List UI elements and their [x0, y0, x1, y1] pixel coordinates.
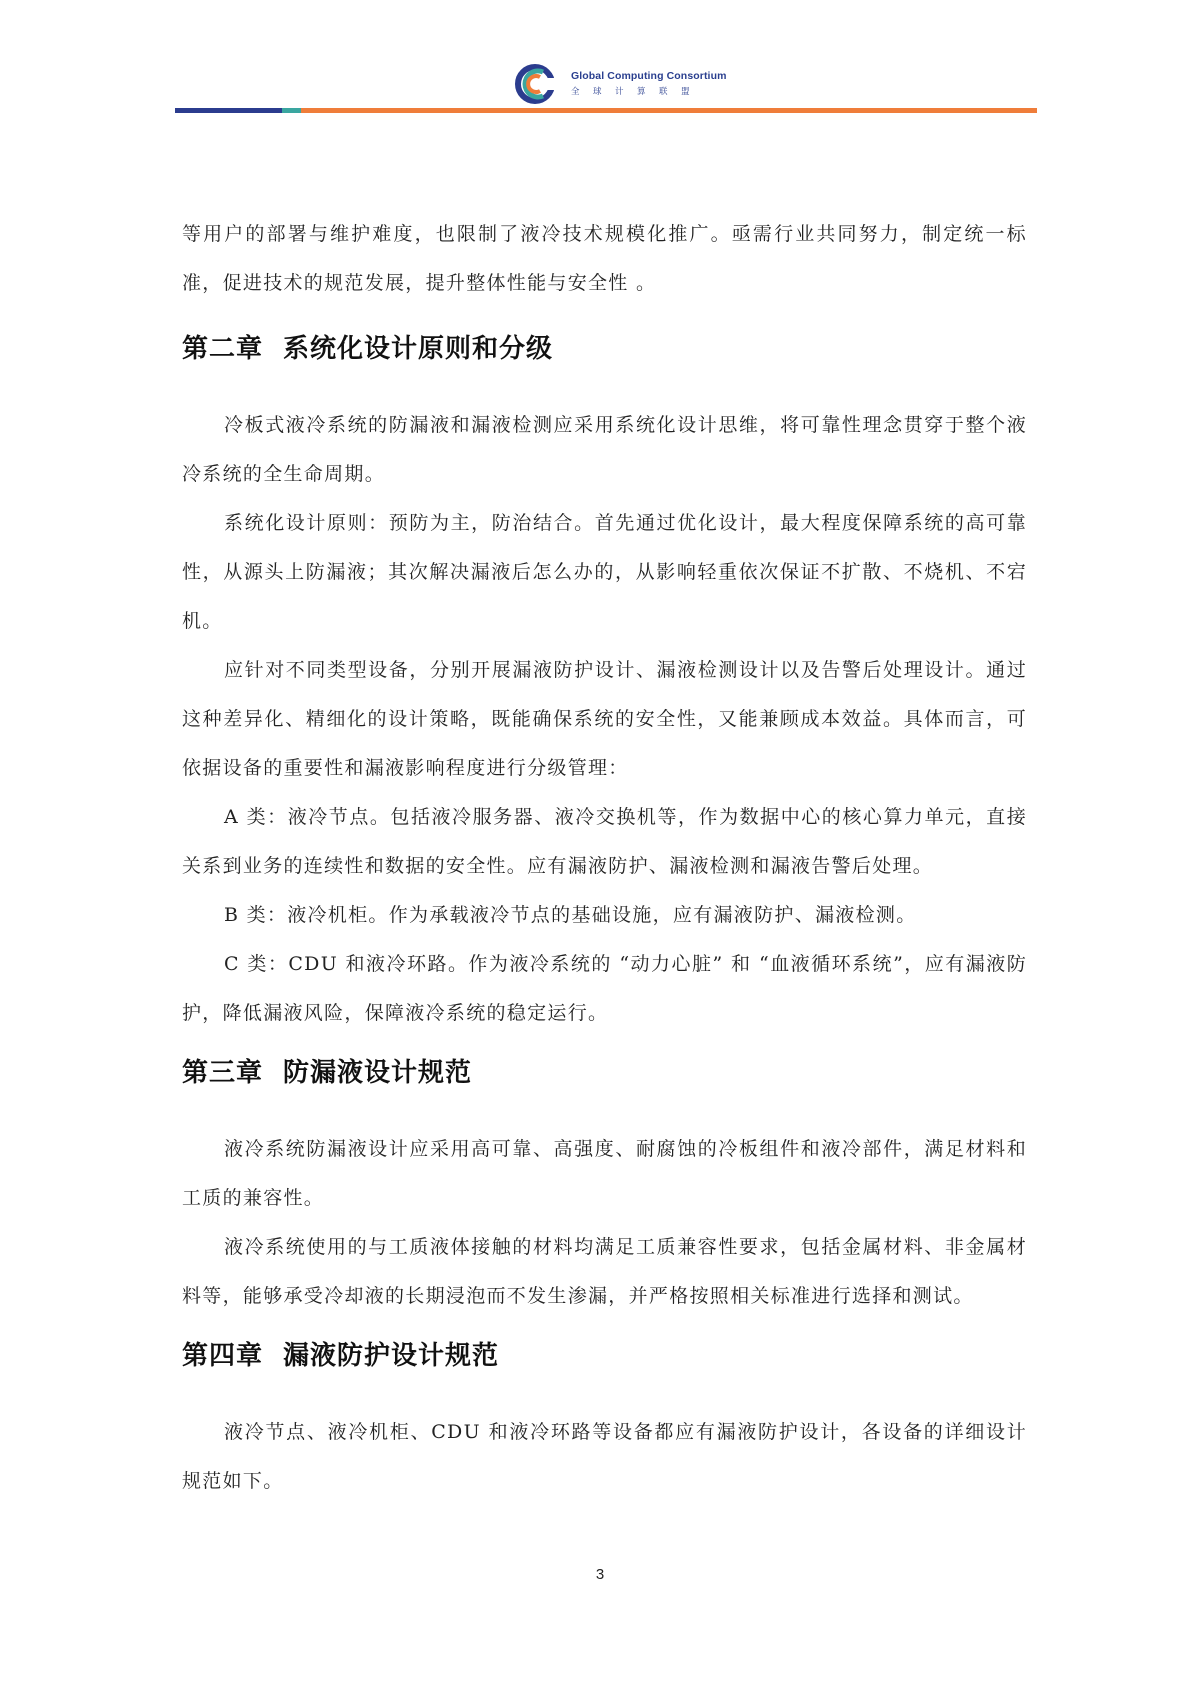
- page-header: [175, 58, 1037, 118]
- header-rule: [175, 108, 1037, 113]
- chapter-2-title: 系统化设计原则和分级: [283, 334, 554, 364]
- chapter-4-heading: [182, 1335, 1027, 1372]
- org-name-cn: 全球计算联盟: [571, 87, 704, 97]
- chapter-2-heading: [182, 328, 1027, 365]
- header-rule-blue: [175, 108, 282, 113]
- chapter-3-number: 第三章: [182, 1058, 264, 1088]
- document-body: [182, 210, 1027, 1506]
- chapter-3-title: 防漏液设计规范: [283, 1058, 473, 1088]
- org-name-en: Global Computing Consortium: [571, 70, 727, 82]
- paragraph: 系统化设计原则：预防为主，防治结合。首先通过优化设计，最大程度保障系统的高可靠性，从源头上防漏液；其次解决漏液后怎么办的，从影响轻重依次保证不扩散、不烧机、不宕机。: [182, 512, 1027, 632]
- paragraph: B 类：液冷机柜。作为承载液冷节点的基础设施，应有漏液防护、漏液检测。: [224, 904, 917, 926]
- chapter-3-heading: [182, 1052, 1027, 1089]
- intro-continuation: 等用户的部署与维护难度，也限制了液冷技术规模化推广。亟需行业共同努力，制定统一标准，促进技术的规范发展，提升整体性能与安全性 。: [182, 223, 1027, 294]
- paragraph: 冷板式液冷系统的防漏液和漏液检测应采用系统化设计思维，将可靠性理念贯穿于整个液冷系统的全生命周期。: [182, 414, 1027, 485]
- paragraph: 应针对不同类型设备，分别开展漏液防护设计、漏液检测设计以及告警后处理设计。通过这种差异化、精细化的设计策略，既能确保系统的安全性，又能兼顾成本效益。具体而言，可依据设备的重要性和漏液影响程度进行分级管理：: [182, 659, 1027, 779]
- page-number: 3: [595, 1566, 605, 1583]
- header-rule-orange: [301, 108, 1037, 113]
- org-name: [571, 70, 727, 97]
- chapter-3-section: [182, 1125, 1027, 1321]
- chapter-4-number: 第四章: [182, 1341, 264, 1371]
- chapter-2-section: [182, 401, 1027, 1038]
- paragraph: A 类：液冷节点。包括液冷服务器、液冷交换机等，作为数据中心的核心算力单元，直接关系到业务的连续性和数据的安全性。应有漏液防护、漏液检测和漏液告警后处理。: [182, 806, 1027, 877]
- paragraph: C 类：CDU 和液冷环路。作为液冷系统的 “动力心脏” 和 “血液循环系统”，应有漏液防护，降低漏液风险，保障液冷系统的稳定运行。: [182, 953, 1027, 1024]
- chapter-2-number: 第二章: [182, 334, 264, 364]
- paragraph: 液冷节点、液冷机柜、CDU 和液冷环路等设备都应有漏液防护设计，各设备的详细设计规范如下。: [182, 1421, 1027, 1492]
- chapter-4-section: [182, 1408, 1027, 1506]
- chapter-4-title: 漏液防护设计规范: [283, 1341, 500, 1371]
- paragraph: 液冷系统防漏液设计应采用高可靠、高强度、耐腐蚀的冷板组件和液冷部件，满足材料和工质的兼容性。: [182, 1138, 1027, 1209]
- header-rule-teal: [282, 108, 301, 113]
- paragraph: 液冷系统使用的与工质液体接触的材料均满足工质兼容性要求，包括金属材料、非金属材料等，能够承受冷却液的长期浸泡而不发生渗漏，并严格按照相关标准进行选择和测试。: [182, 1236, 1027, 1307]
- gcc-logo-icon: [513, 64, 561, 104]
